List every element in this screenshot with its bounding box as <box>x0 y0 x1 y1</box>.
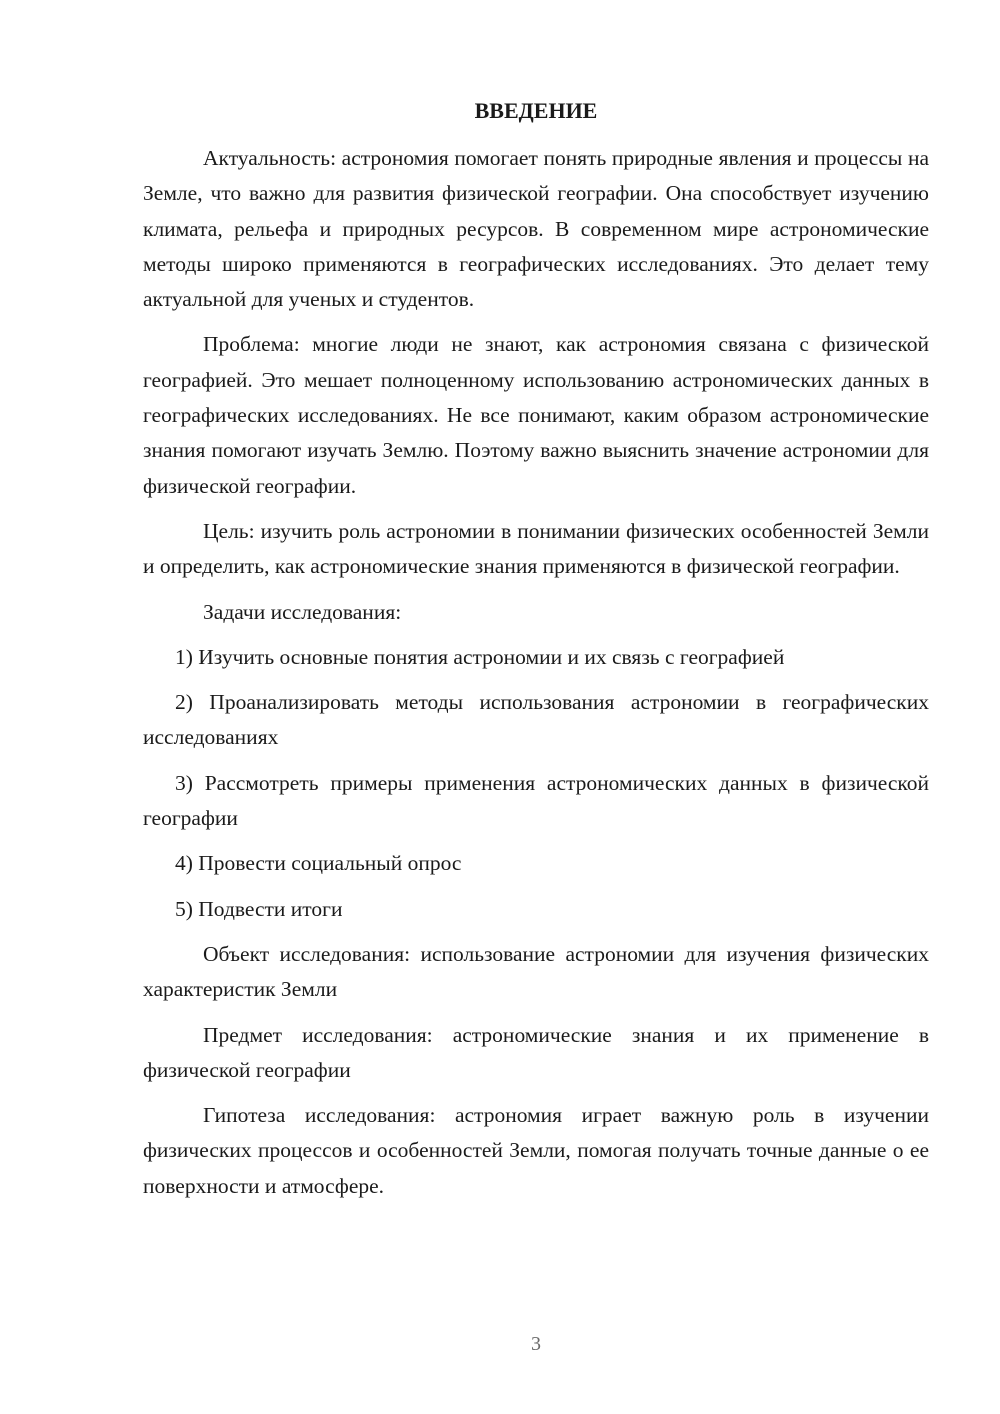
paragraph-hypothesis: Гипотеза исследования: астрономия играет важную роль в изучении физических процессов и особенностей Земли, помогая получать точные данные о ее поверхности и атмосфере. <box>143 1103 929 1198</box>
paragraph-tasks-heading: Задачи исследования: <box>203 599 402 624</box>
paragraph-relevance: Актуальность: астрономия помогает понять природные явления и процессы на Земле, что важно для развития физической географии. Она способствует изучению климата, рельефа и природных ресурсов. В современном мире астрономические методы широко применяются в географических исследованиях. Это делает тему актуальной для ученых и студентов. <box>143 146 929 312</box>
document-body <box>143 141 929 1214</box>
paragraph-goal: Цель: изучить роль астрономии в понимании физических особенностей Земли и определить, как астрономические знания применяются в физической географии. <box>143 518 929 579</box>
paragraph-subject: Предмет исследования: астрономические знания и их применение в физической географии <box>143 1022 929 1082</box>
page-title: ВВЕДЕНИЕ <box>474 98 598 123</box>
paragraph-problem: Проблема: многие люди не знают, как астрономия связана с физической географией. Это мешает полноценному использованию астрономических данных в географических исследованиях. Не все понимают, каким образом астрономические знания помогают изучать Землю. Поэтому важно выяснить значение астрономии для физической географии. <box>143 332 929 498</box>
task-item: 4) Провести социальный опрос <box>175 851 462 876</box>
task-item: 5) Подвести итоги <box>175 896 343 921</box>
paragraph-object: Объект исследования: использование астрономии для изучения физических характеристик Земли <box>143 941 929 1002</box>
task-item: 3) Рассмотреть примеры применения астрономических данных в физической географии <box>143 770 929 831</box>
task-item: 2) Проанализировать методы использования астрономии в географических исследованиях <box>143 690 929 750</box>
page-number: 3 <box>531 1333 541 1355</box>
task-item: 1) Изучить основные понятия астрономии и их связь с географией <box>175 644 785 669</box>
